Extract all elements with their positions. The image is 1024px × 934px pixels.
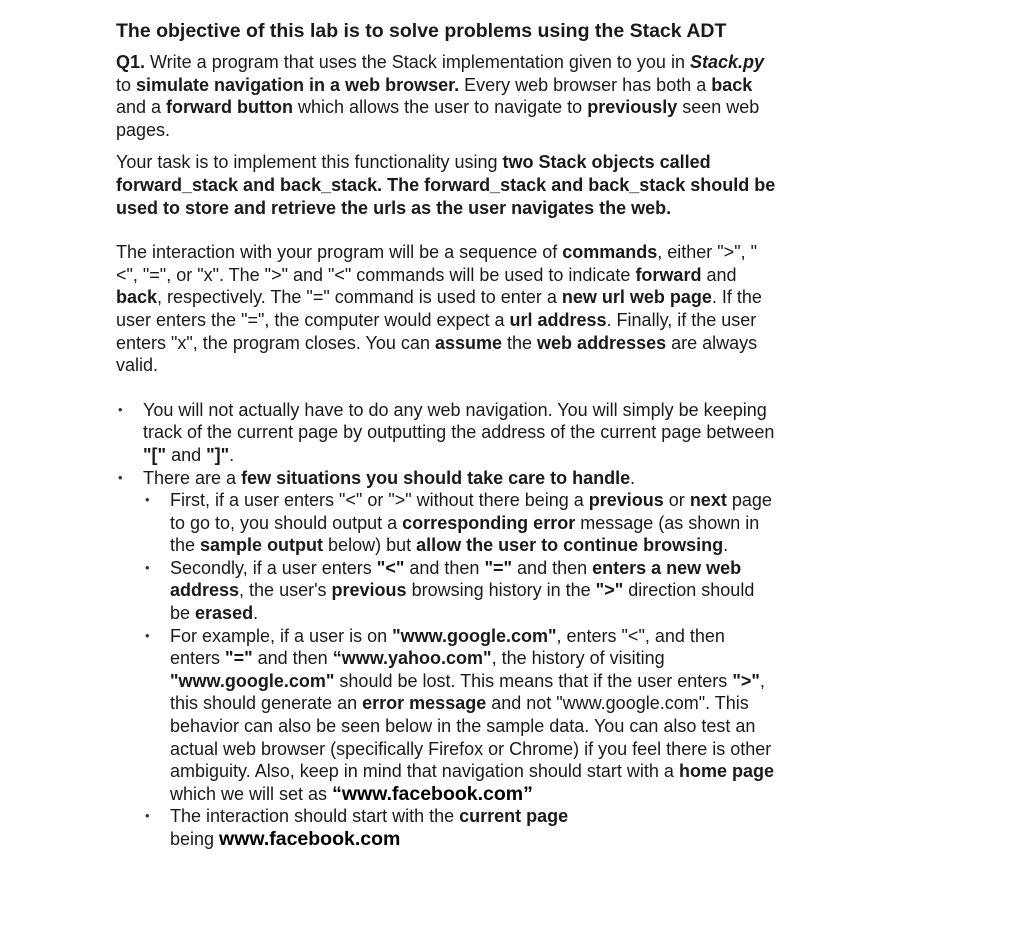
bullet-text: . bbox=[630, 467, 636, 488]
bullet-icon: • bbox=[145, 492, 150, 508]
interaction-text: , respectively. The "=" command is used to enter a bbox=[157, 287, 562, 308]
list-item bbox=[143, 489, 776, 557]
bullet-text: , the user's bbox=[239, 580, 332, 601]
bullet-bold: few situations you should take care to handle bbox=[241, 467, 631, 488]
bullet-bold: corresponding error bbox=[402, 512, 576, 533]
lab-objective-title: The objective of this lab is to solve problems using the Stack ADT bbox=[116, 20, 727, 42]
interaction-bold: url address bbox=[509, 309, 607, 330]
bullet-icon: • bbox=[145, 808, 150, 824]
bullet-icon: • bbox=[118, 469, 123, 485]
bullet-icon: • bbox=[145, 559, 150, 575]
q1-bold: back bbox=[711, 74, 753, 95]
bullet-text: and not "www.google.com". This behavior can also be seen below in the sample data. You can also test an actual web browser (specifically Firefox or Chrome) if you feel there is other ambiguity. Also, keep in mind that navigation should start with a bbox=[170, 693, 772, 782]
bullet-text: below) but bbox=[323, 535, 417, 556]
bullet-bold: ">" bbox=[595, 580, 624, 601]
list-item bbox=[116, 467, 776, 851]
bullet-bold: "=" bbox=[225, 648, 253, 669]
interaction-bold: assume bbox=[434, 332, 503, 353]
bullet-text: and then bbox=[252, 648, 333, 669]
q1-label: Q1. bbox=[116, 52, 146, 72]
bullet-bold: "www.google.com" bbox=[170, 670, 335, 691]
bullet-icon: • bbox=[145, 627, 150, 643]
bullet-bold: current page bbox=[459, 806, 569, 827]
bullet-text: and bbox=[166, 444, 207, 465]
q1-text: and a bbox=[116, 97, 167, 118]
interaction-text: The interaction with your program will be a sequence of bbox=[116, 242, 563, 263]
bullet-bold: "<" bbox=[376, 557, 405, 578]
bullet-text: being bbox=[170, 829, 220, 849]
q1-paragraph bbox=[116, 51, 776, 141]
bullet-text: which we will set as bbox=[170, 783, 333, 804]
bullet-text: , this should generate an bbox=[170, 670, 765, 714]
q1-bold: forward button bbox=[166, 97, 294, 118]
interaction-paragraph bbox=[116, 241, 776, 377]
bullet-bold: “www.yahoo.com" bbox=[332, 648, 492, 669]
bullet-text: page to go to, you should output a bbox=[170, 490, 772, 533]
q1-text: to bbox=[116, 74, 137, 95]
bullet-text: . bbox=[723, 535, 729, 556]
bullet-text: , the history of visiting bbox=[491, 648, 665, 669]
interaction-bold: commands bbox=[562, 242, 658, 263]
q1-bold: previously bbox=[587, 97, 678, 118]
interaction-text: . Finally, if the user enters "x", the program closes. You can bbox=[116, 309, 757, 353]
bullet-text: and then bbox=[512, 557, 593, 578]
bullet-text: browsing history in the bbox=[406, 580, 596, 601]
bullet-text: You will not actually have to do any web navigation. You will simply be keeping track of the current page by outputting the address of the current page between bbox=[143, 399, 775, 443]
task-text: Your task is to implement this functionality using bbox=[116, 152, 503, 173]
interaction-bold: forward bbox=[635, 264, 702, 285]
bullet-bold: "[" bbox=[143, 444, 167, 465]
interaction-text: the bbox=[502, 332, 538, 353]
interaction-text: , either ">", "<", "=", or "x". The ">" and "<" commands will be used to indicate bbox=[116, 242, 757, 285]
bullet-text: message (as shown in the bbox=[170, 512, 760, 556]
q1-text: Every web browser has both a bbox=[459, 74, 712, 95]
lab-document bbox=[116, 19, 776, 851]
bullet-text: . bbox=[253, 603, 259, 624]
task-bold: two Stack objects called forward_stack and back_stack. The forward_stack and back_stack should be used to store and retrieve the urls as the user navigates the web. bbox=[116, 152, 776, 218]
interaction-bold: back bbox=[116, 287, 158, 308]
bullet-bold: previous bbox=[331, 580, 407, 601]
interaction-text: and bbox=[701, 264, 737, 285]
q1-text: which allows the user to navigate to bbox=[293, 97, 588, 118]
interaction-text: are always valid. bbox=[116, 332, 758, 376]
bullet-bold: error message bbox=[362, 693, 487, 714]
bullet-bold: allow the user to continue browsing bbox=[416, 535, 724, 556]
bullet-icon: • bbox=[118, 401, 123, 417]
interaction-bold: new url web page bbox=[561, 287, 712, 308]
bullet-bold: enters a new web address bbox=[170, 557, 742, 601]
q1-text: seen web pages. bbox=[116, 97, 760, 140]
interaction-text: . If the user enters the "=", the computer would expect a bbox=[116, 287, 762, 330]
bullet-bold: "]" bbox=[206, 444, 230, 465]
start-page-url: www.facebook.com bbox=[219, 828, 401, 850]
bullet-text: . bbox=[229, 444, 235, 465]
list-item bbox=[143, 805, 776, 850]
bullet-text: direction should be bbox=[170, 580, 755, 624]
bullet-text: should be lost. This means that if the user enters bbox=[334, 670, 733, 691]
task-paragraph bbox=[116, 151, 776, 219]
bullet-bold: next bbox=[689, 490, 727, 511]
home-page-url: “www.facebook.com” bbox=[332, 782, 533, 805]
bullet-text: or bbox=[663, 490, 690, 511]
bullet-text: There are a bbox=[143, 467, 242, 488]
bullet-text: First, if a user enters "<" or ">" without there being a bbox=[170, 490, 589, 511]
bullet-text: The interaction should start with the bbox=[170, 806, 460, 827]
q1-text: Write a program that uses the Stack implementation given to you in bbox=[145, 52, 690, 72]
bullet-bold: previous bbox=[588, 490, 664, 511]
requirements-list bbox=[116, 399, 776, 851]
bullet-bold: home page bbox=[678, 761, 774, 782]
bullet-bold: erased bbox=[195, 603, 254, 624]
bullet-bold: "www.google.com" bbox=[392, 625, 557, 646]
q1-bold: simulate navigation in a web browser. bbox=[136, 74, 460, 95]
bullet-text: and then bbox=[404, 557, 485, 578]
bullet-bold: sample output bbox=[200, 535, 324, 556]
bullet-text: For example, if a user is on bbox=[170, 625, 393, 646]
list-item bbox=[116, 399, 776, 467]
list-item bbox=[143, 557, 776, 625]
list-item bbox=[143, 625, 776, 806]
stack-file-name: Stack.py bbox=[689, 52, 765, 72]
situations-list bbox=[143, 489, 776, 851]
bullet-text: Secondly, if a user enters bbox=[170, 557, 377, 578]
bullet-text: , enters "<", and then enters bbox=[170, 625, 725, 669]
bullet-bold: ">" bbox=[732, 670, 760, 691]
interaction-bold: web addresses bbox=[537, 332, 667, 353]
bullet-bold: "=" bbox=[484, 557, 513, 578]
